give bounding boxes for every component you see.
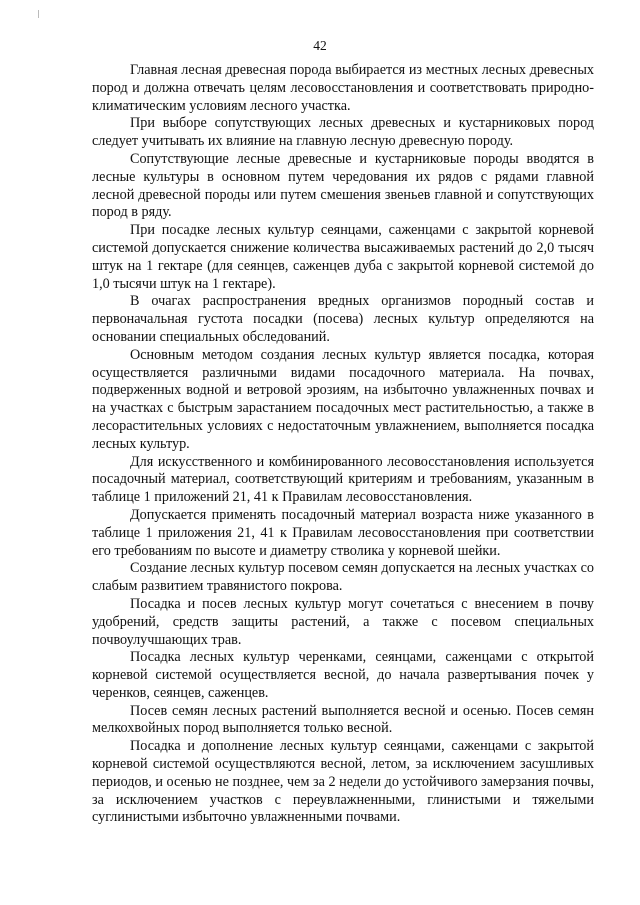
- paragraph: Посадка лесных культур черенками, сеянцами, саженцами с открытой корневой системой осуществляется весной, до начала развертывания почек у черенков, сеянцев, саженцев.: [92, 649, 594, 701]
- paragraph: При посадке лесных культур сеянцами, саженцами с закрытой корневой системой допускается снижение количества высаживаемых растений до 2,0 тысяч штук на 1 гектаре (для сеянцев, саженцев дуба с закрытой корневой системой до 1,0 тысячи штук на 1 гектаре).: [92, 222, 594, 292]
- paragraph: Посадка и посев лесных культур могут сочетаться с внесением в почву удобрений, средств защиты растений, а также с посевом специальных почвоулучшающих трав.: [92, 595, 594, 648]
- paragraph: Для искусственного и комбинированного лесовосстановления используется посадочный материал, соответствующий критериям и требованиям, указанным в таблице 1 приложений 21, 41 к Правилам лесовосстановления.: [92, 453, 594, 506]
- paragraph: Сопутствующие лесные древесные и кустарниковые породы вводятся в лесные культуры в основном путем чередования их рядов с рядами главной лесной древесной породы или путем смешения звеньев главной и сопутствующих пород в ряду.: [92, 150, 594, 221]
- paragraph: Посев семян лесных растений выполняется весной и осенью. Посев семян мелкохвойных пород выполняется только весной.: [92, 702, 594, 737]
- paragraph: Посадка и дополнение лесных культур сеянцами, саженцами с закрытой корневой системой осуществляются весной, летом, за исключением засушливых периодов, и осенью не позднее, чем за 2 недели до устойчивого замерзания почвы, за исключением участков с переувлажненными, глинистыми и тяжелыми суглинистыми избыточно увлажненными почвами.: [92, 738, 594, 826]
- paragraph: Основным методом создания лесных культур является посадка, которая осуществляется различными видами посадочного материала. На почвах, подверженных водной и ветровой эрозиям, на избыточно увлажненных почвах и на участках с быстрым зарастанием посадочных мест растительностью, а также в лесорастительных условиях с недостаточным увлажнением, выполняется посадка лесных культур.: [92, 346, 594, 452]
- paragraph: Создание лесных культур посевом семян допускается на лесных участках со слабым развитием травянистого покрова.: [92, 560, 594, 595]
- paragraph: Допускается применять посадочный материал возраста ниже указанного в таблице 1 приложения 21, 41 к Правилам лесовосстановления при соответствии его требованиям по высоте и диаметру стволика у корневой шейки.: [92, 506, 594, 559]
- page-number: 42: [313, 38, 327, 53]
- paragraph: Главная лесная древесная порода выбирается из местных лесных древесных пород и должна отвечать целям лесовосстановления и соответствовать природно-климатическим условиям лесного участка.: [92, 62, 594, 114]
- paragraph: В очагах распространения вредных организмов породный состав и первоначальная густота посадки (посева) лесных культур определяются на основании специальных обследований.: [92, 293, 594, 345]
- scan-corner-mark: [38, 10, 39, 18]
- paragraph: При выборе сопутствующих лесных древесных и кустарниковых пород следует учитывать их влияние на главную лесную древесную породу.: [92, 115, 594, 150]
- document-body: [92, 62, 594, 827]
